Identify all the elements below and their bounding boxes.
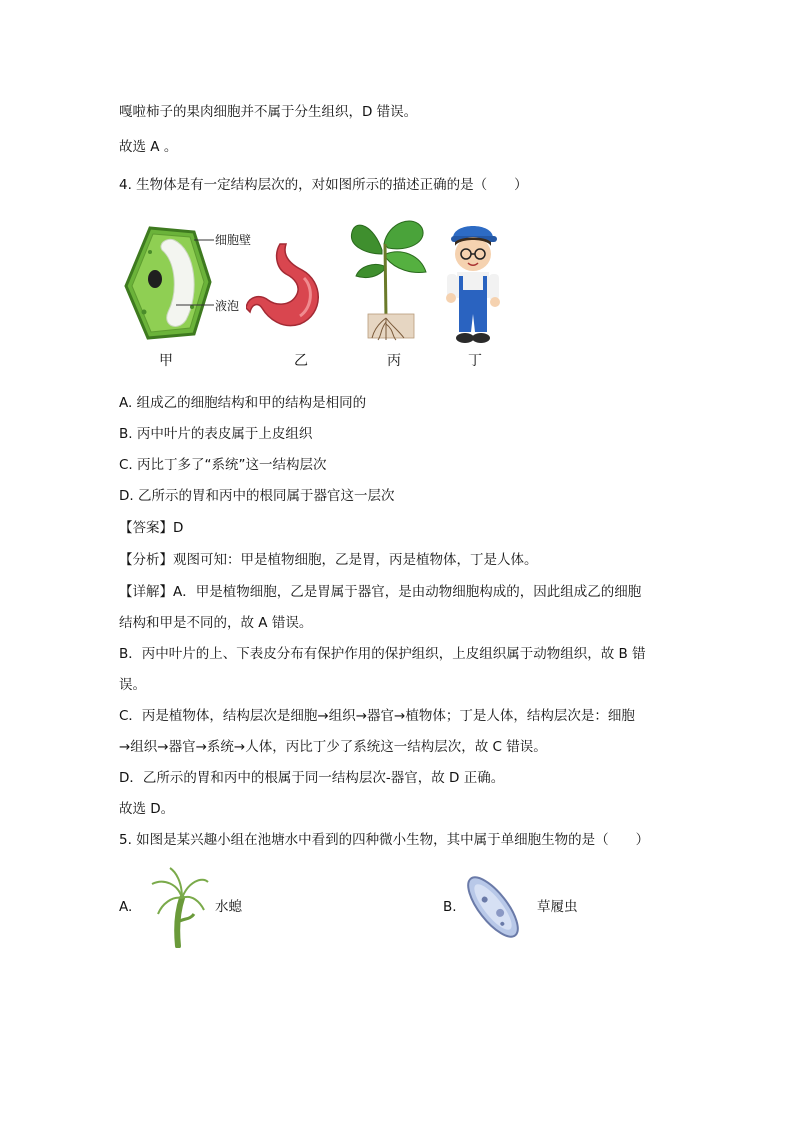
option-d: D. 乙所示的胃和丙中的根同属于器官这一层次 xyxy=(119,488,395,504)
vacuole-label: 液泡 xyxy=(215,299,240,313)
hydra-icon xyxy=(148,866,210,948)
option-a: A. 组成乙的细胞结构和甲的结构是相同的 xyxy=(119,395,367,411)
plant-cell-illustration xyxy=(122,222,214,342)
option-a-name: 水螅 xyxy=(215,899,242,915)
option-b: B. 丙中叶片的表皮属于上皮组织 xyxy=(119,426,313,442)
question-5: 5. 如图是某兴趣小组在池塘水中看到的四种微小生物，其中属于单细胞生物的是（ ） xyxy=(119,832,650,848)
option-a-letter: A. xyxy=(119,899,133,915)
plant-illustration xyxy=(348,214,430,346)
detail-line-1: 【详解】A．甲是植物细胞，乙是胃属于器官，是由动物细胞构成的，因此组成乙的细胞 xyxy=(119,584,642,600)
answer: 【答案】D xyxy=(119,520,184,536)
detail-line-4: 误。 xyxy=(119,677,146,693)
detail-line-6: →组织→器官→系统→人体，丙比丁少了系统这一结构层次，故 C 错误。 xyxy=(119,739,547,755)
person-illustration xyxy=(441,216,505,346)
paramecium-icon xyxy=(462,866,524,948)
detail-line-7: D．乙所示的胃和丙中的根属于同一结构层次-器官，故 D 正确。 xyxy=(119,770,505,786)
option-b-letter: B. xyxy=(443,899,457,915)
detail-line-3: B．丙中叶片的上、下表皮分布有保护作用的保护组织，上皮组织属于动物组织，故 B 错 xyxy=(119,646,646,662)
detail-line-2: 结构和甲是不同的，故 A 错误。 xyxy=(119,615,313,631)
caption-ding: 丁 xyxy=(468,353,482,369)
stomach-illustration xyxy=(246,242,326,330)
caption-bing: 丙 xyxy=(387,353,401,369)
detail-line-5: C．丙是植物体，结构层次是细胞→组织→器官→植物体；丁是人体，结构层次是：细胞 xyxy=(119,708,635,724)
analysis: 【分析】观图可知：甲是植物细胞，乙是胃，丙是植物体，丁是人体。 xyxy=(119,552,538,568)
question-4: 4. 生物体是有一定结构层次的，对如图所示的描述正确的是（ ） xyxy=(119,177,528,193)
caption-jia: 甲 xyxy=(159,353,173,369)
cell-wall-label: 细胞壁 xyxy=(215,233,252,247)
option-b-name: 草履虫 xyxy=(537,899,578,915)
choose-d: 故选 D。 xyxy=(119,801,175,817)
option-c: C. 丙比丁多了“系统”这一结构层次 xyxy=(119,457,327,473)
text-line-1: 嘎啦柿子的果肉细胞并不属于分生组织，D 错误。 xyxy=(119,104,418,120)
text-line-2: 故选 A 。 xyxy=(119,139,178,155)
caption-yi: 乙 xyxy=(294,353,308,369)
